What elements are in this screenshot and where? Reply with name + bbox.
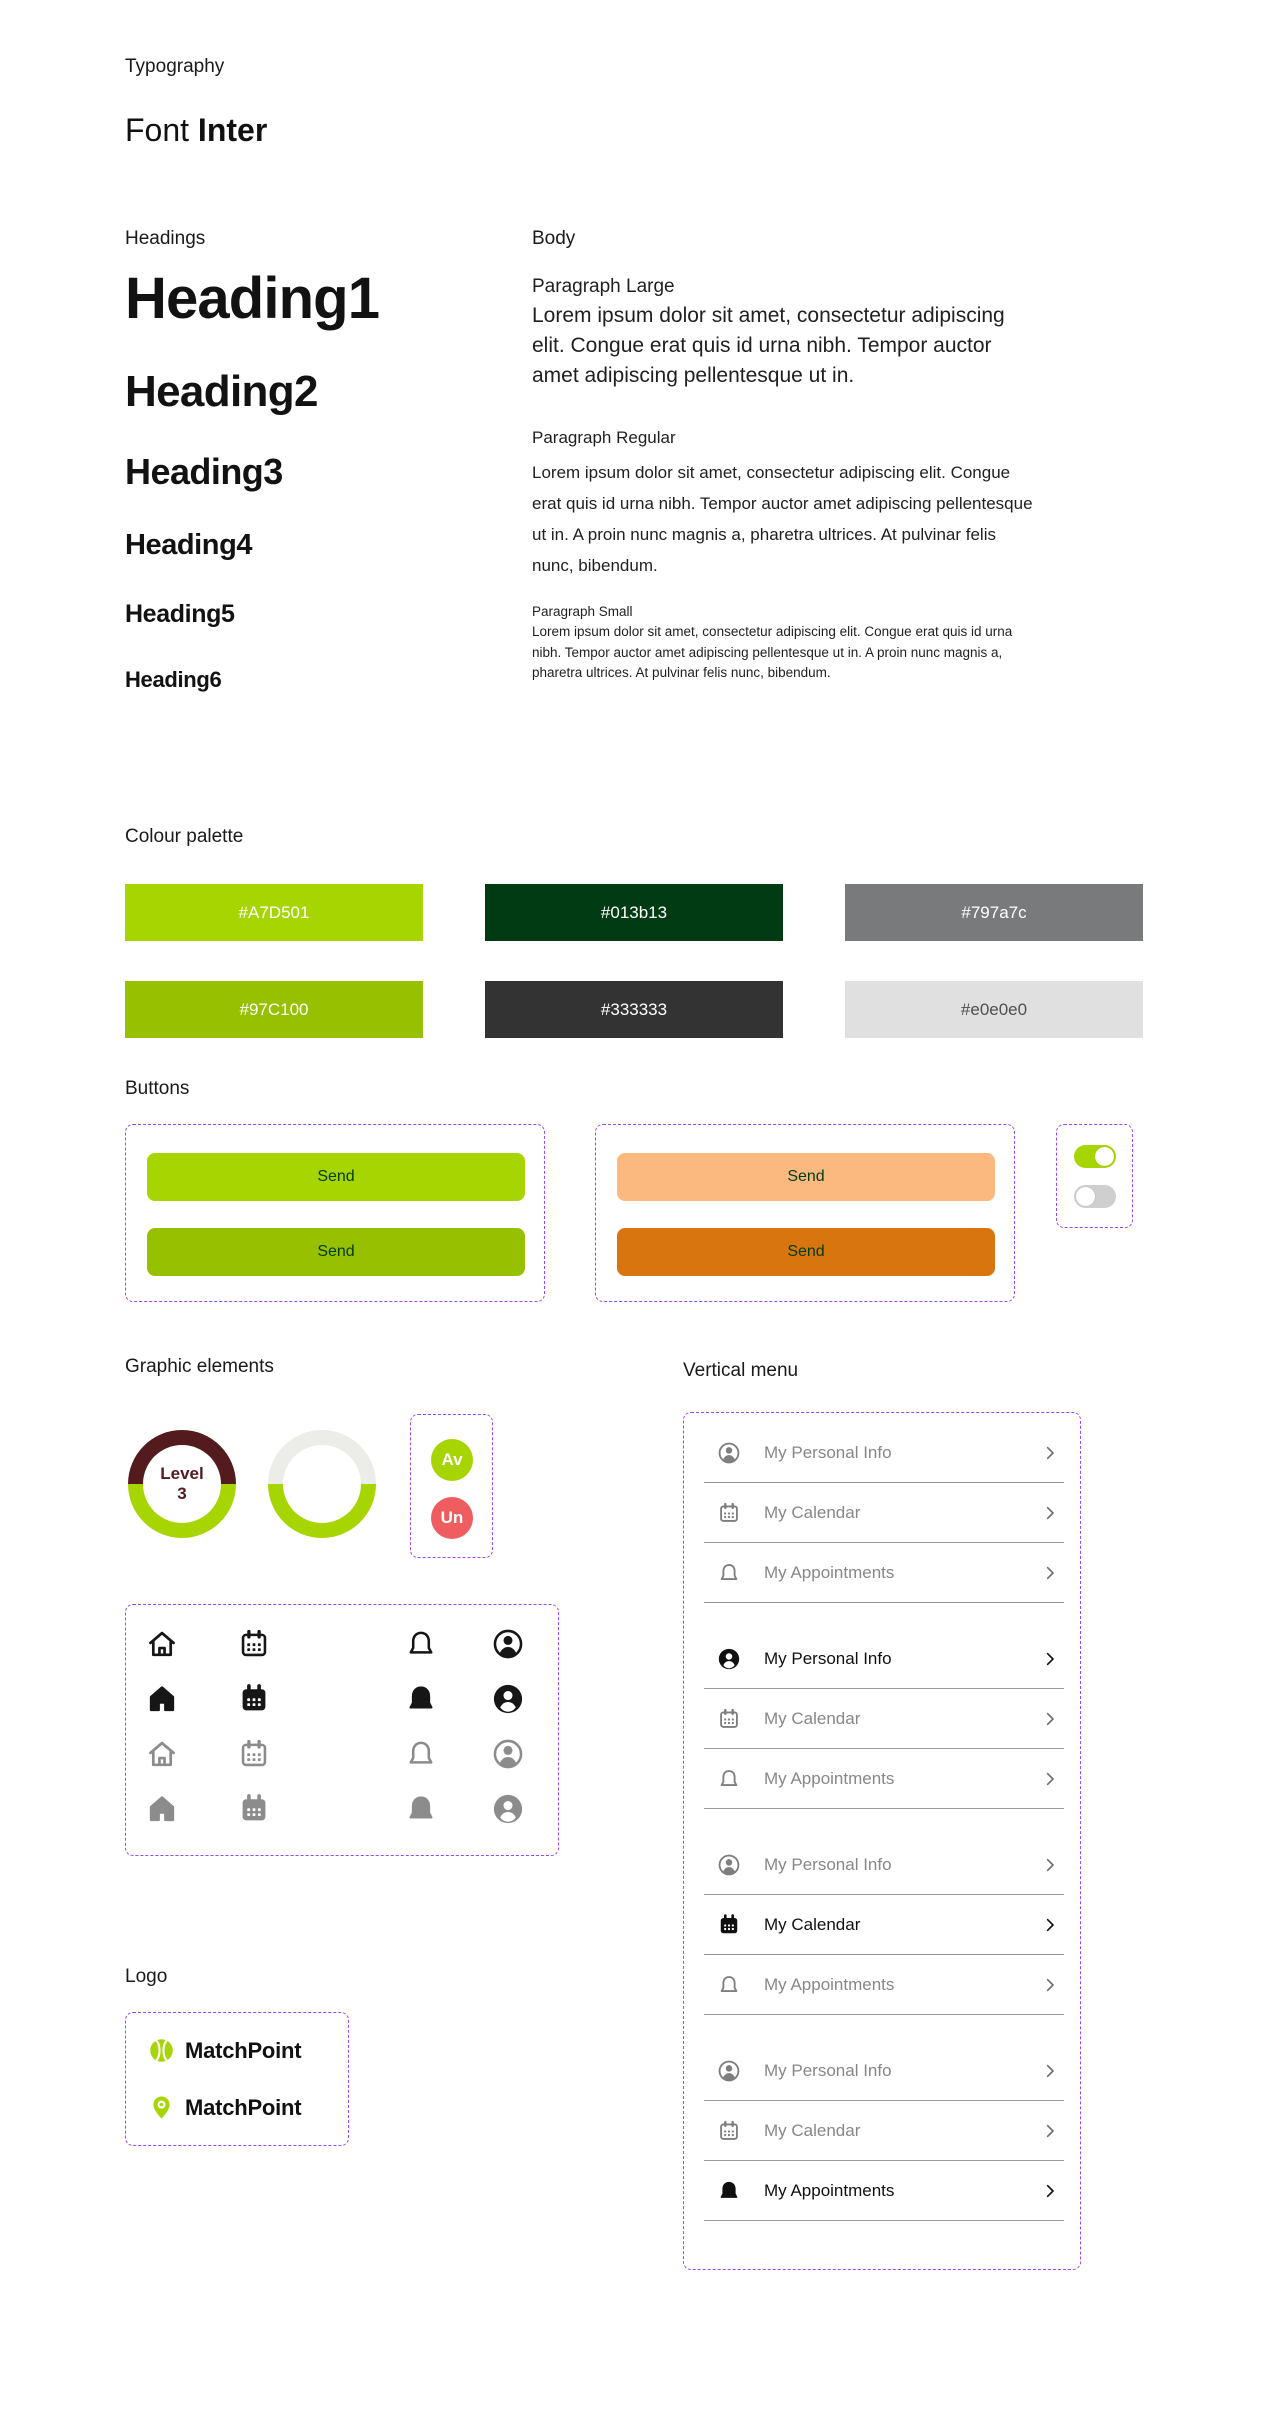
person-icon (490, 1791, 526, 1827)
person-icon (716, 1852, 742, 1878)
logo-tennis-variant (148, 2037, 301, 2064)
menu-item-my-calendar[interactable] (704, 2101, 1064, 2161)
chevron-right-icon (1040, 2121, 1060, 2141)
bell-icon (403, 1791, 439, 1827)
menu-item-label: My Calendar (764, 1708, 861, 1728)
logo-wordmark: MatchPoint (185, 2094, 302, 2120)
home-icon (144, 1681, 180, 1717)
menu-item-label: My Personal Info (764, 1648, 892, 1668)
menu-item-my-appointments[interactable] (704, 1955, 1064, 2015)
person-icon (716, 1440, 742, 1466)
level-ring-line1: Level (160, 1463, 204, 1483)
chevron-right-icon (1040, 2061, 1060, 2081)
menu-item-label: My Calendar (764, 1914, 861, 1934)
menu-item-label: My Calendar (764, 2120, 861, 2140)
level-ring-text (128, 1430, 236, 1538)
toggle-knob (1095, 1147, 1114, 1166)
calendar-icon (716, 1912, 742, 1938)
orange-buttons-frame (595, 1124, 1015, 1302)
menu-item-my-calendar[interactable] (704, 1689, 1064, 1749)
logo-pin-variant (148, 2094, 301, 2121)
chevron-right-icon (1040, 1855, 1060, 1875)
menu-item-label: My Personal Info (764, 1442, 892, 1462)
menu-group-personal-active (684, 1629, 1080, 1809)
send-button-lime[interactable]: Send (147, 1153, 525, 1201)
paragraph-small-title: Paragraph Small (532, 604, 633, 619)
toggle-off[interactable] (1074, 1185, 1116, 1208)
calendar-icon (236, 1736, 272, 1772)
menu-item-my-appointments[interactable] (704, 2161, 1064, 2221)
menu-item-label: My Appointments (764, 1562, 895, 1582)
chevron-right-icon (1040, 1563, 1060, 1583)
menu-item-my-calendar[interactable] (704, 1483, 1064, 1543)
calendar-icon (716, 2118, 742, 2144)
unavailable-badge: Un (431, 1497, 473, 1539)
headings-label: Headings (125, 228, 206, 249)
chevron-right-icon (1040, 1975, 1060, 1995)
green-buttons-frame (125, 1124, 545, 1302)
paragraph-large-text: Lorem ipsum dolor sit amet, consectetur adipiscing elit. Congue erat quis id urna nibh. Tempor auctor amet adipiscing pellentesque ut in. (532, 304, 1005, 388)
menu-item-my-personal-info[interactable] (704, 1629, 1064, 1689)
person-icon (490, 1681, 526, 1717)
swatch-97c100: #97C100 (125, 981, 423, 1038)
font-label: Font (125, 112, 190, 148)
ring-hole (283, 1445, 361, 1523)
colour-palette (125, 884, 1143, 1038)
paragraph-regular (532, 428, 1037, 582)
location-pin-icon (148, 2094, 175, 2121)
typography-section-label: Typography (125, 56, 225, 77)
person-icon (490, 1626, 526, 1662)
chevron-right-icon (1040, 1649, 1060, 1669)
paragraph-regular-text: Lorem ipsum dolor sit amet, consectetur adipiscing elit. Congue erat quis id urna nibh. Tempor auctor amet adipiscing pellentesque ut in. A proin nunc magnis a, pharetra ultrices. At pulvinar felis nunc, bibendum. (532, 463, 1033, 575)
bell-icon (403, 1626, 439, 1662)
swatch-797a7c: #797a7c (845, 884, 1143, 941)
heading6-sample: Heading6 (125, 666, 222, 692)
heading4-sample: Heading4 (125, 528, 253, 561)
toggle-knob (1076, 1187, 1095, 1206)
bell-icon (716, 1972, 742, 1998)
calendar-icon (236, 1791, 272, 1827)
bell-icon (716, 2178, 742, 2204)
paragraph-large-title: Paragraph Large (532, 276, 675, 297)
heading3-sample: Heading3 (125, 451, 283, 493)
swatch-a7d501: #A7D501 (125, 884, 423, 941)
menu-group-calendar-active (684, 1835, 1080, 2015)
logo-wordmark: MatchPoint (185, 2037, 302, 2063)
toggles-frame (1056, 1124, 1133, 1228)
icon-set-frame (125, 1604, 559, 1856)
badges-frame (410, 1414, 493, 1558)
palette-section-label: Colour palette (125, 826, 244, 847)
bell-icon (716, 1560, 742, 1586)
menu-item-label: My Personal Info (764, 2060, 892, 2080)
paragraph-regular-title: Paragraph Regular (532, 428, 676, 447)
empty-progress-ring (268, 1430, 376, 1538)
swatch-013b13: #013b13 (485, 884, 783, 941)
font-line (125, 112, 267, 149)
swatch-333333: #333333 (485, 981, 783, 1038)
toggle-on[interactable] (1074, 1145, 1116, 1168)
menu-item-my-personal-info[interactable] (704, 1835, 1064, 1895)
graphics-section-label: Graphic elements (125, 1356, 274, 1377)
chevron-right-icon (1040, 1709, 1060, 1729)
menu-section-label: Vertical menu (683, 1360, 799, 1381)
available-badge: Av (431, 1439, 473, 1481)
menu-item-label: My Calendar (764, 1502, 861, 1522)
calendar-icon (236, 1626, 272, 1662)
home-icon (144, 1791, 180, 1827)
heading5-sample: Heading5 (125, 600, 235, 629)
menu-item-label: My Personal Info (764, 1854, 892, 1874)
tennis-ball-icon (148, 2037, 175, 2064)
paragraph-large (532, 276, 1010, 391)
chevron-right-icon (1040, 2181, 1060, 2201)
send-button-peach[interactable]: Send (617, 1153, 995, 1201)
vertical-menu-frame (683, 1412, 1081, 2270)
menu-item-my-appointments[interactable] (704, 1749, 1064, 1809)
home-icon (144, 1736, 180, 1772)
swatch-e0e0e0: #e0e0e0 (845, 981, 1143, 1038)
headings-stack (125, 266, 379, 692)
menu-group-appointments-active (684, 2041, 1080, 2221)
logo-frame (125, 2012, 349, 2146)
menu-item-my-personal-info[interactable] (704, 2041, 1064, 2101)
menu-item-my-appointments[interactable] (704, 1543, 1064, 1603)
bell-icon (716, 1766, 742, 1792)
font-name: Inter (197, 112, 268, 148)
calendar-icon (236, 1681, 272, 1717)
logo-section-label: Logo (125, 1966, 168, 1987)
menu-item-label: My Appointments (764, 1768, 895, 1788)
paragraph-small (532, 604, 1037, 684)
calendar-icon (716, 1706, 742, 1732)
body-label: Body (532, 228, 576, 249)
send-button-olive[interactable]: Send (147, 1228, 525, 1276)
chevron-right-icon (1040, 1503, 1060, 1523)
menu-item-label: My Appointments (764, 2180, 895, 2200)
menu-group-default (684, 1423, 1080, 1603)
level-ring-line2: 3 (177, 1484, 187, 1503)
person-icon (490, 1736, 526, 1772)
menu-item-my-calendar[interactable] (704, 1895, 1064, 1955)
buttons-section-label: Buttons (125, 1078, 190, 1099)
person-icon (716, 1646, 742, 1672)
bell-icon (403, 1681, 439, 1717)
paragraph-small-text: Lorem ipsum dolor sit amet, consectetur adipiscing elit. Congue erat quis id urna nibh. Tempor auctor amet adipiscing pellentesque ut in. A proin nunc magnis a, pharetra ultrices. At pulvinar felis nunc, bibendum. (532, 624, 1013, 681)
home-icon (144, 1626, 180, 1662)
heading2-sample: Heading2 (125, 366, 318, 416)
chevron-right-icon (1040, 1443, 1060, 1463)
level-progress-ring (128, 1430, 236, 1538)
menu-item-my-personal-info[interactable] (704, 1423, 1064, 1483)
chevron-right-icon (1040, 1769, 1060, 1789)
send-button-orange[interactable]: Send (617, 1228, 995, 1276)
person-icon (716, 2058, 742, 2084)
calendar-icon (716, 1500, 742, 1526)
heading1-sample: Heading1 (125, 266, 380, 331)
menu-item-label: My Appointments (764, 1974, 895, 1994)
bell-icon (403, 1736, 439, 1772)
chevron-right-icon (1040, 1915, 1060, 1935)
